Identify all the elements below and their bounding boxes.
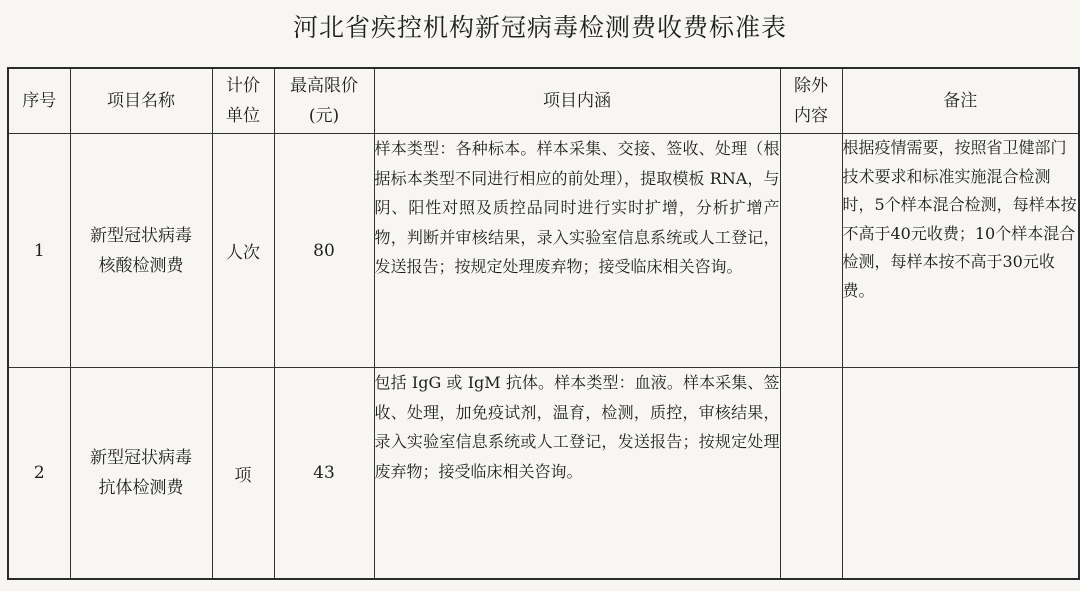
- header-price-line1: 最高限价: [290, 76, 358, 96]
- row-name-line1: 新型冠状病毒: [90, 225, 192, 246]
- header-content-label: 项目内涵: [543, 91, 611, 111]
- row-name: [70, 368, 212, 579]
- header-remark-label: 备注: [943, 91, 978, 111]
- row-remark: 根据疫情需要，按照省卫健部门技术要求和标准实施混合检测时，5个样本混合检测，每样本按不高于40元收费；10个样本混合检测，每样本按不高于30元收费。: [842, 134, 1079, 368]
- row-content: 样本类型：各种标本。样本采集、交接、签收、处理（根据标本类型不同进行相应的前处理），提取模板 RNA，与阴、阳性对照及质控品同时进行实时扩增，分析扩增产物，判断并审核结果，录入实验室信息系统或人工登记，发送报告；按规定处理废弃物；接受临床相关咨询。: [374, 134, 780, 368]
- header-content: [374, 68, 780, 134]
- header-remark: [842, 68, 1079, 134]
- row-name-line1: 新型冠状病毒: [90, 448, 192, 469]
- header-index-label: 序号: [22, 91, 57, 111]
- row-index: 2: [8, 368, 70, 579]
- row-excluded: [780, 368, 842, 579]
- header-price: [274, 68, 374, 134]
- header-unit-line1: 计价: [226, 76, 260, 96]
- row-unit: 人次: [212, 134, 274, 368]
- header-name-label: 项目名称: [107, 91, 175, 111]
- header-unit-line2: 单位: [226, 106, 260, 126]
- row-content: 包括 IgG 或 IgM 抗体。样本类型：血液。样本采集、签收、处理，加免疫试剂，温育，检测，质控，审核结果，录入实验室信息系统或人工登记，发送报告；按规定处理废弃物；接受临床相关咨询。: [374, 368, 780, 579]
- fee-standard-table: [7, 67, 1080, 580]
- row-excluded: [780, 134, 842, 368]
- header-name: [70, 68, 212, 134]
- header-excluded-line2: 内容: [794, 106, 828, 126]
- header-unit: [212, 68, 274, 134]
- row-name-line2: 抗体检测费: [98, 478, 184, 499]
- header-index: [8, 68, 70, 134]
- row-name: [70, 134, 212, 368]
- row-index: 1: [8, 134, 70, 368]
- header-price-line2: (元): [308, 106, 340, 126]
- header-excluded: [780, 68, 842, 134]
- table-row: [8, 368, 1079, 579]
- row-unit: 项: [212, 368, 274, 579]
- row-remark: [842, 368, 1079, 579]
- table-header-row: [8, 68, 1079, 134]
- row-price: 80: [274, 134, 374, 368]
- header-excluded-line1: 除外: [794, 76, 828, 96]
- document-title: 河北省疾控机构新冠病毒检测费收费标准表: [292, 13, 787, 42]
- row-price: 43: [274, 368, 374, 579]
- row-name-line2: 核酸检测费: [98, 255, 184, 276]
- table-row: [8, 134, 1079, 368]
